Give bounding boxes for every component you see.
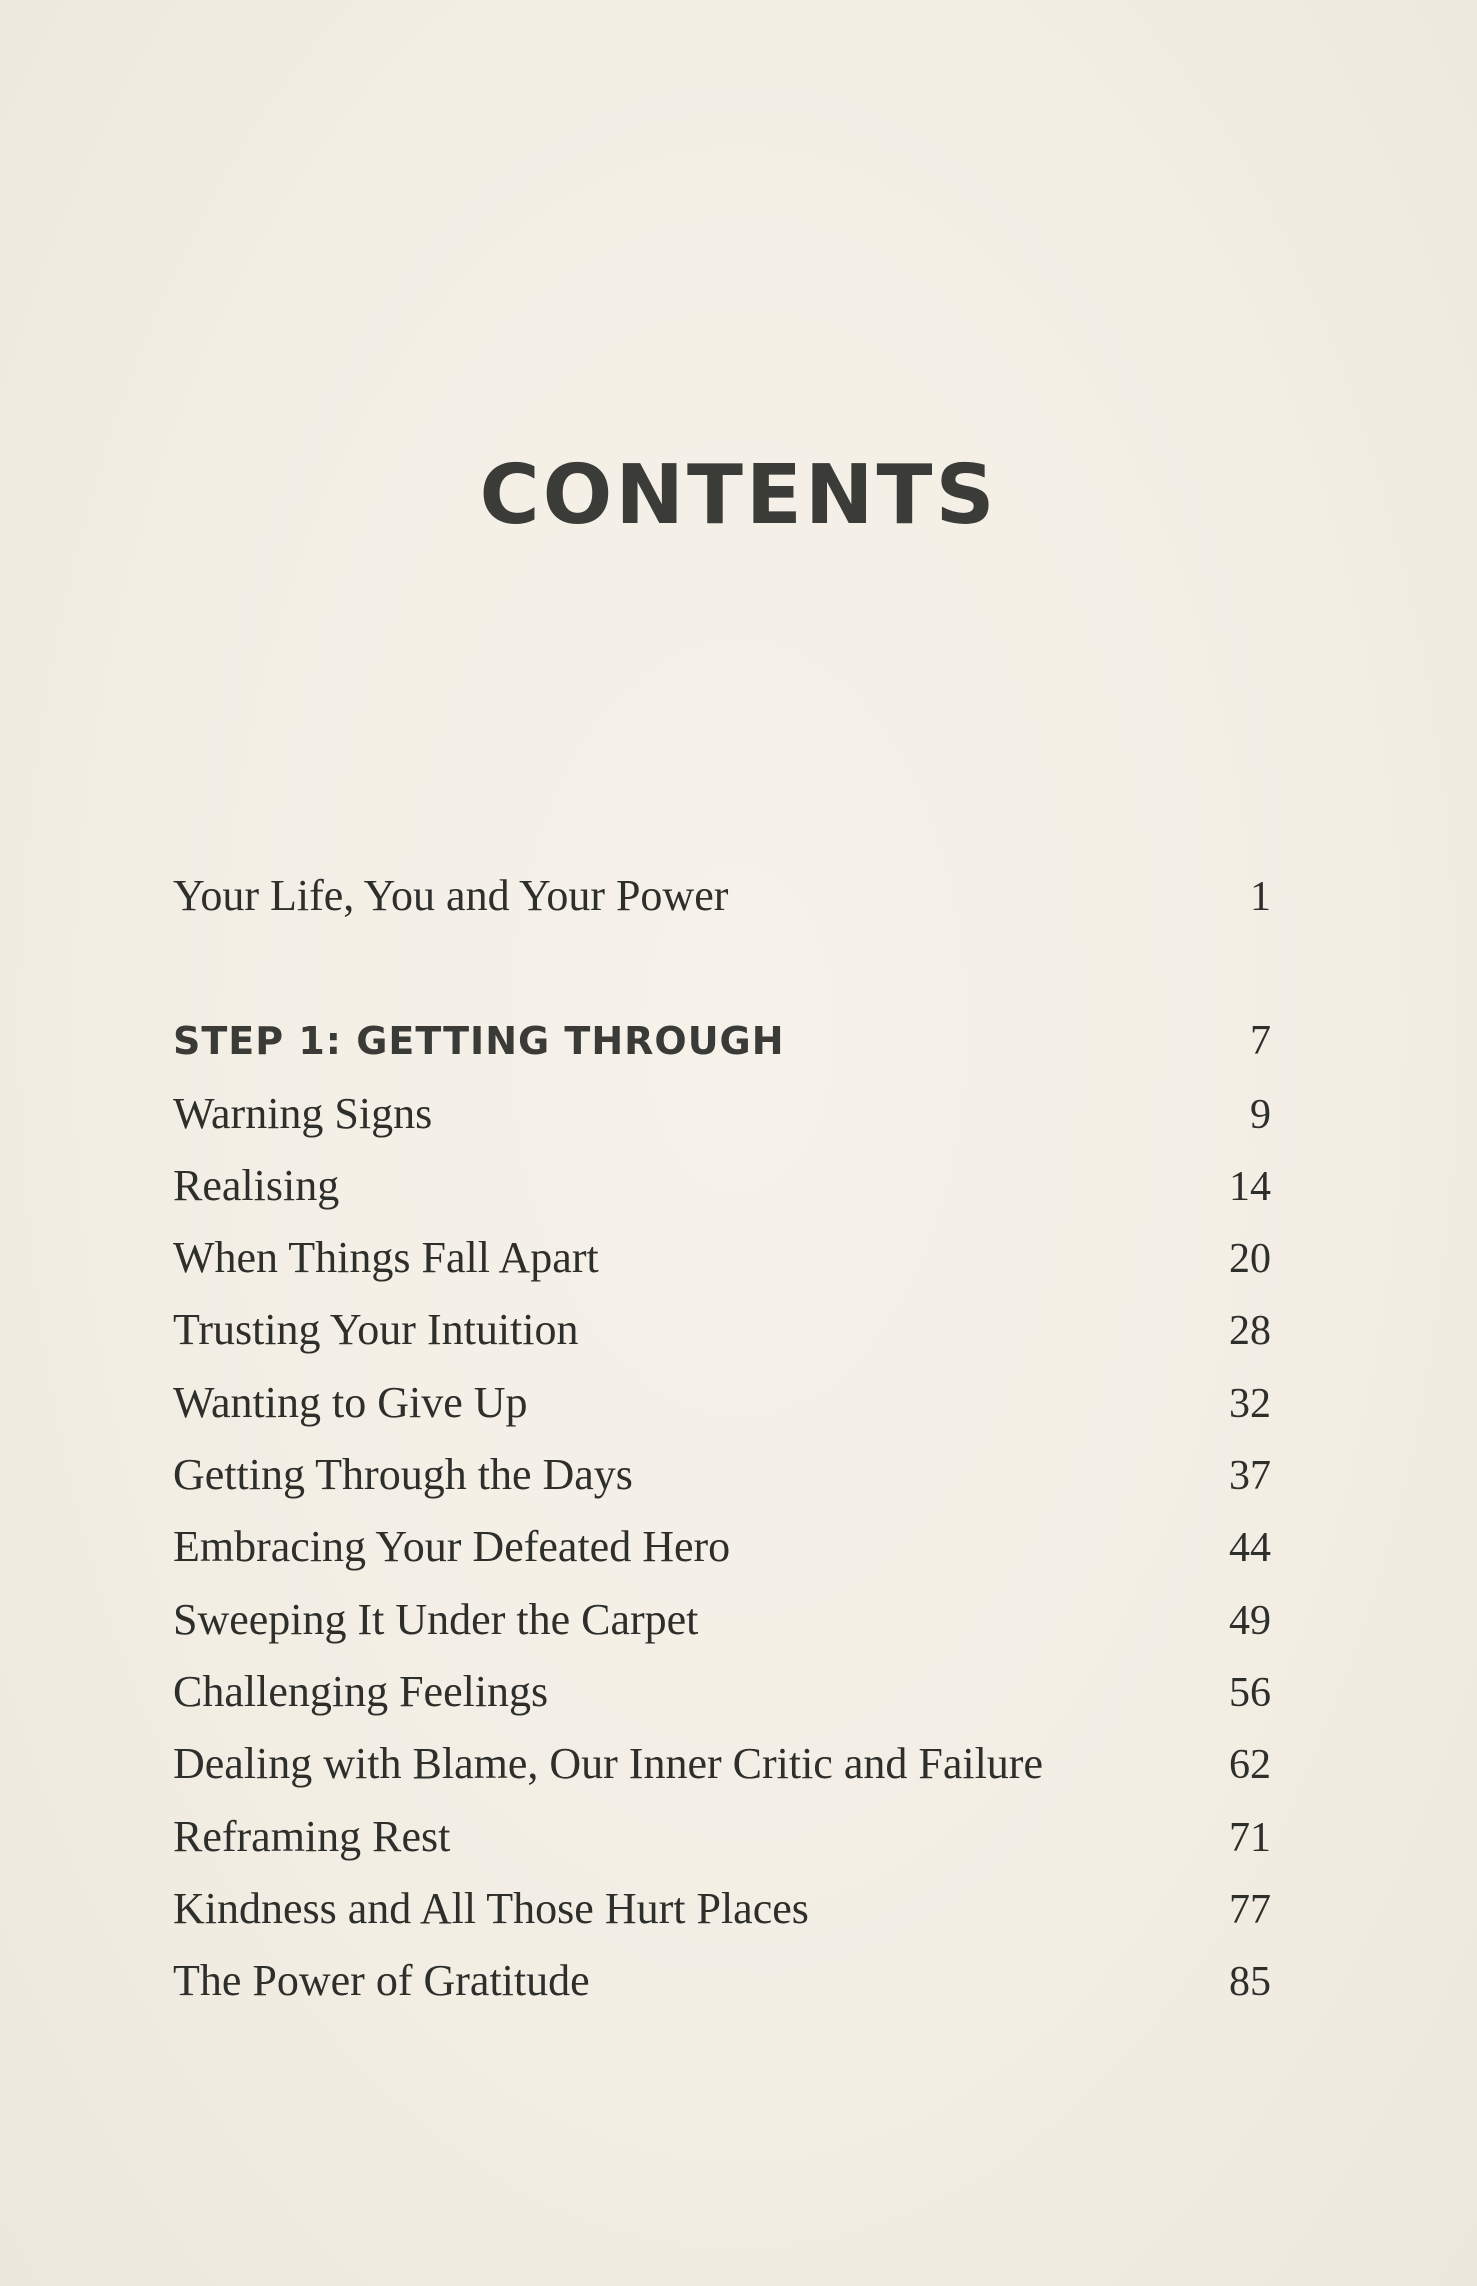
- toc-entry-page: 1: [1250, 874, 1271, 920]
- toc-entry-title: Warning Signs: [173, 1088, 433, 1138]
- toc-entry: [173, 1945, 1271, 2017]
- toc-entry-title: Trusting Your Intuition: [173, 1305, 579, 1355]
- section-page: 7: [1250, 1018, 1271, 1065]
- toc-entry-page: 77: [1229, 1886, 1271, 1933]
- toc-entry-title: Sweeping It Under the Carpet: [173, 1594, 699, 1644]
- toc-entry-page: 85: [1229, 1959, 1271, 2006]
- toc-entry: [173, 1511, 1271, 1583]
- toc-entry-title: Your Life, You and Your Power: [173, 871, 729, 920]
- toc-entry-page: 56: [1229, 1669, 1271, 1716]
- toc-entry-page: 71: [1229, 1814, 1271, 1861]
- toc-entry: [173, 1439, 1271, 1511]
- toc-entry: [173, 1078, 1271, 1150]
- toc-entry-title: Kindness and All Those Hurt Places: [173, 1883, 809, 1933]
- toc-entry-page: 14: [1229, 1163, 1271, 1210]
- toc-entry-title: The Power of Gratitude: [173, 1956, 590, 2006]
- toc-entry-title: Reframing Rest: [173, 1811, 451, 1861]
- toc-entry-title: When Things Fall Apart: [173, 1233, 599, 1283]
- toc-entry: [173, 1222, 1271, 1294]
- toc-entry: [173, 1873, 1271, 1945]
- toc-entry-page: 28: [1229, 1308, 1271, 1355]
- toc-entry-page: 37: [1229, 1453, 1271, 1500]
- toc-entry-title: Getting Through the Days: [173, 1450, 633, 1500]
- toc-entry: [173, 1656, 1271, 1728]
- table-of-contents: [173, 860, 1271, 2017]
- toc-entry-page: 49: [1229, 1597, 1271, 1644]
- toc-entry-page: 32: [1229, 1380, 1271, 1427]
- toc-entry: [173, 1728, 1271, 1800]
- toc-entry: [173, 1150, 1271, 1222]
- toc-entry-title: Embracing Your Defeated Hero: [173, 1522, 731, 1572]
- toc-entry: [173, 1367, 1271, 1439]
- toc-entry: [173, 1294, 1271, 1366]
- toc-entry: [173, 1801, 1271, 1873]
- toc-entry-page: 9: [1250, 1091, 1271, 1138]
- toc-entry-title: Realising: [173, 1160, 340, 1210]
- toc-entry-intro: [173, 860, 1271, 932]
- page-title: CONTENTS: [479, 448, 998, 543]
- section-title: STEP 1: GETTING THROUGH: [173, 1019, 785, 1064]
- toc-entry-title: Dealing with Blame, Our Inner Critic and Failure: [173, 1739, 1043, 1789]
- toc-entry-title: Challenging Feelings: [173, 1666, 549, 1716]
- toc-entry-title: Wanting to Give Up: [173, 1377, 528, 1427]
- toc-entry-page: 20: [1229, 1236, 1271, 1283]
- toc-section-heading: [173, 1005, 1271, 1077]
- toc-entry-page: 62: [1229, 1742, 1271, 1789]
- toc-entry-page: 44: [1229, 1525, 1271, 1572]
- toc-entry: [173, 1584, 1271, 1656]
